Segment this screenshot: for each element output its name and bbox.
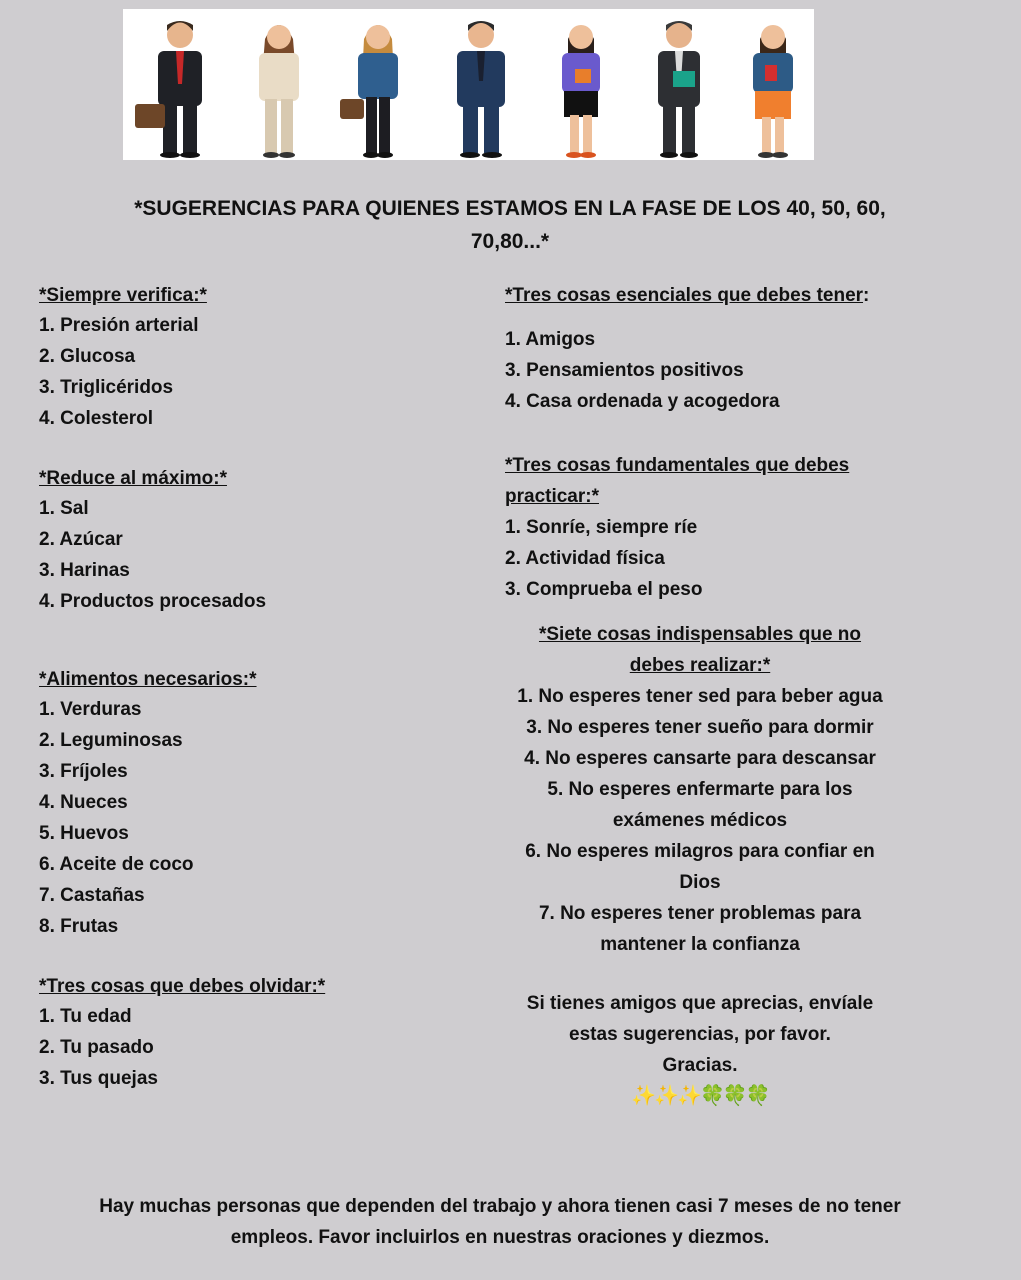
list-item-continuation: Dios xyxy=(679,872,721,893)
people-banner xyxy=(123,9,814,160)
list-item: 4. Colesterol xyxy=(39,408,154,429)
list-item: 4. Productos procesados xyxy=(39,591,267,612)
list-item: 1. Sal xyxy=(39,498,89,519)
list-item: 1. Amigos xyxy=(505,329,596,350)
list-item: 2. Azúcar xyxy=(39,529,123,550)
section-siete-cosas-realizar xyxy=(490,619,910,960)
section-alimentos-necesarios xyxy=(39,666,257,942)
businessman-red-tie-figure xyxy=(135,21,202,158)
title-line-1: *SUGERENCIAS PARA QUIENES ESTAMOS EN LA FASE DE LOS 40, 50, 60, xyxy=(134,197,886,220)
business-people-illustration xyxy=(123,9,814,160)
woman-blue-jacket-figure xyxy=(340,25,398,158)
list-item: 1. Tu edad xyxy=(39,1006,132,1027)
list-item: 7. Castañas xyxy=(39,885,145,906)
section-tres-cosas-olvidar xyxy=(39,973,325,1094)
list-item: 2. Leguminosas xyxy=(39,730,183,751)
title-line-2: 70,80...* xyxy=(470,230,550,253)
section-heading-colon: : xyxy=(863,285,870,306)
section-reduce-al-maximo xyxy=(39,465,266,617)
list-item: 4. No esperes cansarte para descansar xyxy=(524,748,876,769)
footer-line-1: Hay muchas personas que dependen del trabajo y ahora tienen casi 7 meses de no tener xyxy=(99,1196,901,1217)
man-grey-suit-figure xyxy=(658,21,700,158)
list-item-continuation: exámenes médicos xyxy=(612,810,788,831)
closing-line-1: Si tienes amigos que aprecias, envíale xyxy=(526,993,874,1014)
list-item: 3. No esperes tener sueño para dormir xyxy=(526,717,874,738)
woman-orange-skirt-figure xyxy=(753,25,793,158)
list-item: 2. Actividad física xyxy=(505,548,665,569)
closing-message xyxy=(490,988,910,1112)
sparkles-clover-icon: ✨✨✨🍀🍀🍀 xyxy=(631,1085,769,1107)
woman-beige-suit-figure xyxy=(259,25,299,158)
section-heading-line-1: *Tres cosas fundamentales que debes xyxy=(505,455,850,476)
list-item: 1. No esperes tener sed para beber agua xyxy=(517,686,883,707)
footer-note xyxy=(30,1191,970,1253)
list-item: 3. Fríjoles xyxy=(39,761,128,782)
list-item: 5. Huevos xyxy=(39,823,129,844)
section-heading: *Reduce al máximo:* xyxy=(39,468,227,489)
list-item: 4. Casa ordenada y acogedora xyxy=(505,391,780,412)
list-item: 6. Aceite de coco xyxy=(39,854,194,875)
list-item: 7. No esperes tener problemas para xyxy=(538,903,862,924)
list-item: 4. Nueces xyxy=(39,792,128,813)
section-tres-cosas-tener xyxy=(505,282,869,417)
list-item: 5. No esperes enfermarte para los xyxy=(547,779,853,800)
woman-purple-top-figure xyxy=(562,25,600,158)
closing-line-2: estas sugerencias, por favor. xyxy=(569,1024,831,1045)
page-title xyxy=(40,192,980,258)
section-heading xyxy=(505,282,869,310)
section-heading-line-2: debes realizar:* xyxy=(629,655,771,676)
list-item: 1. Sonríe, siempre ríe xyxy=(505,517,698,538)
section-heading-line-2: practicar:* xyxy=(505,486,599,507)
section-heading: *Alimentos necesarios:* xyxy=(39,669,257,690)
list-item: 2. Glucosa xyxy=(39,346,136,367)
list-item: 3. Tus quejas xyxy=(39,1068,158,1089)
list-item: 8. Frutas xyxy=(39,916,119,937)
section-siempre-verifica xyxy=(39,282,207,434)
list-item: 1. Verduras xyxy=(39,699,142,720)
list-item: 1. Presión arterial xyxy=(39,315,199,336)
section-tres-cosas-practicar xyxy=(505,450,849,605)
footer-line-2: empleos. Favor incluirlos en nuestras oraciones y diezmos. xyxy=(230,1227,770,1248)
list-item: 6. No esperes milagros para confiar en xyxy=(525,841,875,862)
list-item: 3. Pensamientos positivos xyxy=(505,360,744,381)
section-heading-text: *Tres cosas esenciales que debes tener xyxy=(505,285,864,306)
man-navy-suit-figure xyxy=(457,21,505,158)
closing-line-3: Gracias. xyxy=(662,1055,738,1076)
list-item: 3. Triglicéridos xyxy=(39,377,174,398)
list-item: 3. Comprueba el peso xyxy=(505,579,703,600)
section-heading-line-1: *Siete cosas indispensables que no xyxy=(538,624,862,645)
list-item: 2. Tu pasado xyxy=(39,1037,154,1058)
section-heading: *Tres cosas que debes olvidar:* xyxy=(39,976,326,997)
list-item-continuation: mantener la confianza xyxy=(600,934,800,955)
list-item: 3. Harinas xyxy=(39,560,130,581)
section-heading: *Siempre verifica:* xyxy=(39,285,207,306)
